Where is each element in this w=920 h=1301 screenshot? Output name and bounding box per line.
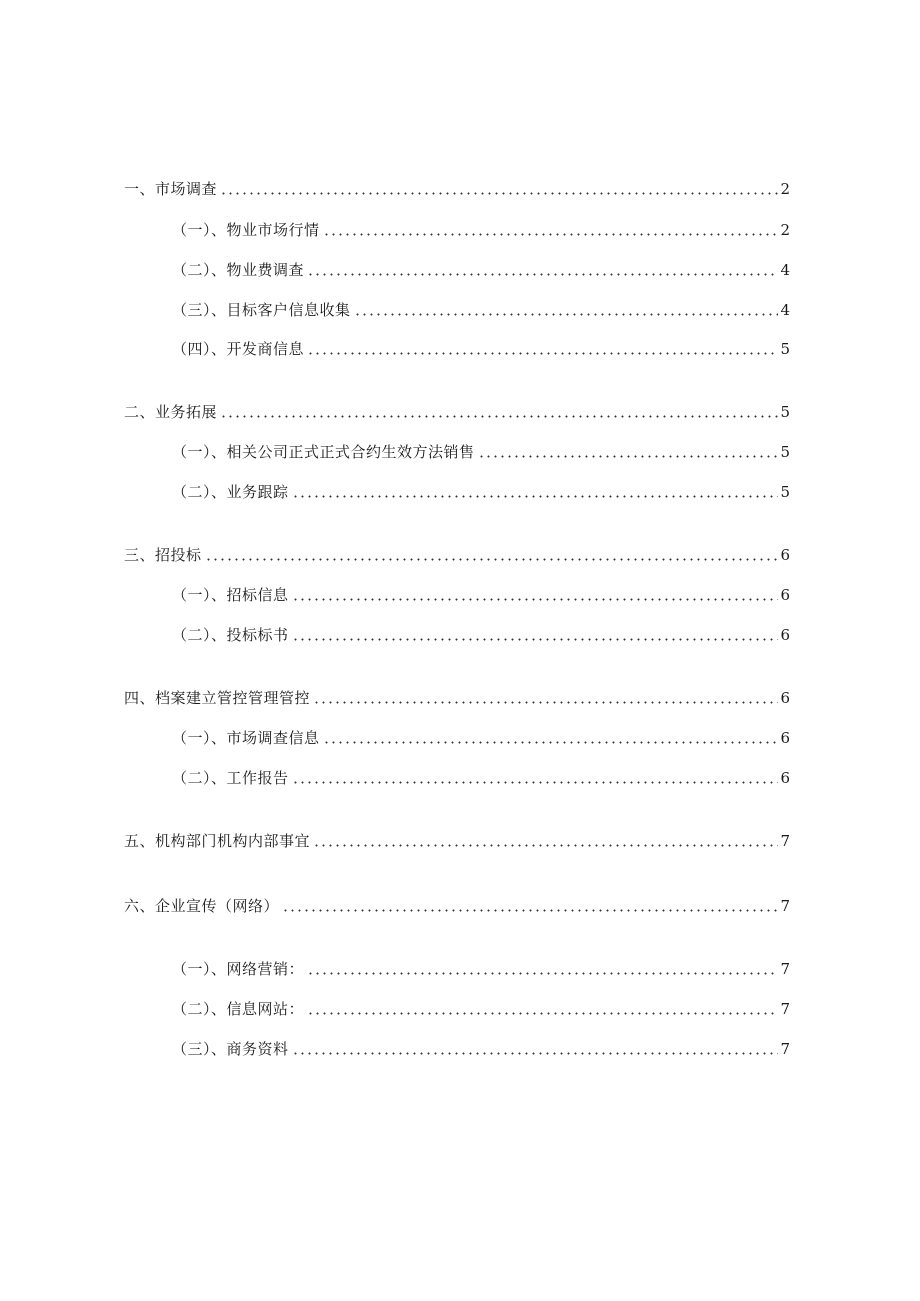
toc-entry-title: 三、招投标 <box>124 546 202 564</box>
toc-page-number: 2 <box>780 180 790 198</box>
toc-entry-4-2[interactable] <box>172 764 790 788</box>
toc-entry-2[interactable] <box>124 398 790 422</box>
toc-entry-title: （一）、物业市场行情 <box>172 221 320 239</box>
toc-leader-dots <box>220 415 778 418</box>
toc-page-number: 6 <box>780 626 790 644</box>
toc-entry-1-3[interactable] <box>172 296 790 320</box>
toc-entry-title: （一）、相关公司正式正式合约生效方法销售 <box>172 443 475 461</box>
toc-entry-2-2[interactable] <box>172 478 790 502</box>
toc-leader-dots <box>292 781 778 784</box>
toc-entry-title: （一）、网络营销： <box>172 960 305 978</box>
toc-leader-dots <box>307 352 778 355</box>
toc-page-number: 6 <box>780 586 790 604</box>
toc-leader-dots <box>313 701 778 704</box>
toc-entry-6-2[interactable] <box>172 995 790 1019</box>
toc-entry-title: 六、企业宣传（网络） <box>124 897 280 915</box>
toc-entry-5[interactable] <box>124 827 790 851</box>
toc-page-number: 6 <box>780 729 790 747</box>
toc-entry-3-1[interactable] <box>172 581 790 605</box>
toc-leader-dots <box>323 233 778 236</box>
toc-leader-dots <box>478 455 778 458</box>
toc-page-number: 6 <box>780 769 790 787</box>
toc-entry-6[interactable] <box>124 892 790 916</box>
toc-leader-dots <box>292 1052 778 1055</box>
toc-entry-title: （一）、市场调查信息 <box>172 729 320 747</box>
toc-entry-title: （四）、开发商信息 <box>172 340 305 358</box>
toc-entry-4-1[interactable] <box>172 724 790 748</box>
toc-leader-dots <box>313 844 778 847</box>
toc-page-number: 5 <box>780 403 790 421</box>
toc-entry-1-1[interactable] <box>172 216 790 240</box>
toc-leader-dots <box>292 638 778 641</box>
toc-leader-dots <box>292 495 778 498</box>
toc-entry-title: （二）、工作报告 <box>172 769 289 787</box>
toc-page-number: 6 <box>780 546 790 564</box>
toc-page-number: 2 <box>780 221 790 239</box>
toc-entry-title: （三）、商务资料 <box>172 1040 289 1058</box>
toc-page-number: 4 <box>780 301 790 319</box>
toc-leader-dots <box>220 192 778 195</box>
toc-entry-title: 五、机构部门机构内部事宜 <box>124 832 311 850</box>
toc-entry-title: （三）、目标客户信息收集 <box>172 301 351 319</box>
toc-page-number: 7 <box>780 897 790 915</box>
toc-page-number: 7 <box>780 1040 790 1058</box>
toc-leader-dots <box>282 909 778 912</box>
toc-page-number: 5 <box>780 340 790 358</box>
toc-page-number: 4 <box>780 261 790 279</box>
toc-entry-6-3[interactable] <box>172 1035 790 1059</box>
toc-entry-1-4[interactable] <box>172 335 790 359</box>
toc-entry-title: （二）、投标标书 <box>172 626 289 644</box>
toc-entry-4[interactable] <box>124 684 790 708</box>
toc-entry-1[interactable] <box>124 175 790 199</box>
toc-entry-3-2[interactable] <box>172 621 790 645</box>
toc-page-number: 5 <box>780 443 790 461</box>
toc-entry-title: 一、市场调查 <box>124 180 218 198</box>
toc-entry-1-2[interactable] <box>172 256 790 280</box>
toc-leader-dots <box>307 273 778 276</box>
toc-page-number: 6 <box>780 689 790 707</box>
toc-entry-title: （二）、业务跟踪 <box>172 483 289 501</box>
toc-entry-2-1[interactable] <box>172 438 790 462</box>
toc-page-number: 7 <box>780 1000 790 1018</box>
toc-entry-title: （二）、信息网站： <box>172 1000 305 1018</box>
toc-entry-title: （二）、物业费调查 <box>172 261 305 279</box>
toc-page-number: 5 <box>780 483 790 501</box>
toc-entry-3[interactable] <box>124 541 790 565</box>
toc-entry-title: 二、业务拓展 <box>124 403 218 421</box>
toc-page-number: 7 <box>780 960 790 978</box>
toc-entry-6-1[interactable] <box>172 955 790 979</box>
toc-entry-title: （一）、招标信息 <box>172 586 289 604</box>
toc-leader-dots <box>205 558 778 561</box>
toc-leader-dots <box>292 598 778 601</box>
toc-leader-dots <box>354 313 778 316</box>
toc-leader-dots <box>323 741 778 744</box>
toc-entry-title: 四、档案建立管控管理管控 <box>124 689 311 707</box>
toc-leader-dots <box>307 1012 778 1015</box>
toc-page-number: 7 <box>780 832 790 850</box>
toc-leader-dots <box>307 972 778 975</box>
